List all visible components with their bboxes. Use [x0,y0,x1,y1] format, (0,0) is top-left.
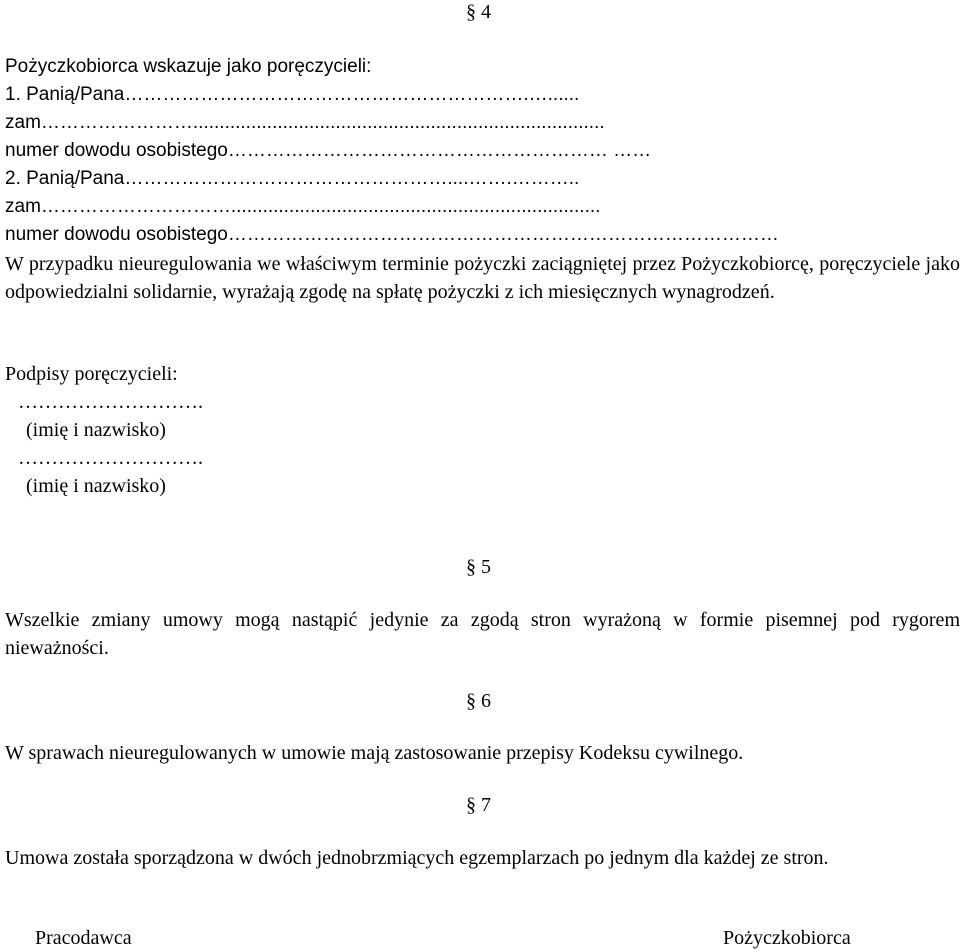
guarantor-1-address-line: zam…………………….............................................................................. [5,112,605,133]
signature-2-dots: ………………………. [18,447,203,469]
guarantor-1-id-line: numer dowodu osobistego…………………………………………………… …… [5,140,652,161]
signature-1-dots: ………………………. [18,391,203,413]
borrower-signature-label: Pożyczkobiorca [723,927,851,949]
guarantor-2-id-line: numer dowodu osobistego…………………………………………………………………………… [5,224,779,245]
guarantors-intro: Pożyczkobiorca wskazuje jako poręczycieli: [5,56,372,77]
guarantor-1-name-line: 1. Panią/Pana……………………………………………………….…...... [5,84,580,105]
employer-signature-label: Pracodawca [35,927,132,949]
signature-2-caption: (imię i nazwisko) [26,475,166,497]
section-5-text: Wszelkie zmiany umowy mogą nastąpić jedynie za zgodą stron wyrażoną w formie pisemnej pod rygorem nieważności. [5,609,960,659]
section-6-heading: § 6 [466,690,491,712]
section-5-heading: § 5 [466,556,491,578]
section-6-text: W sprawach nieuregulowanych w umowie mają zastosowanie przepisy Kodeksu cywilnego. [5,742,744,764]
guarantor-2-name-line: 2. Panią/Pana……………………………………………....…….……….. [5,168,580,189]
section-4-heading: § 4 [466,1,491,23]
guarantor-2-address-line: zam…………………………...................................................................... [5,196,601,217]
signatures-label: Podpisy poręczycieli: [5,363,178,385]
section-7-heading: § 7 [466,794,491,816]
guarantor-clause: W przypadku nieuregulowania we właściwym terminie pożyczki zaciągniętej przez Pożyczkobiorcę, poręczyciele jako odpowiedzialni solidarnie, wyrażają zgodę na spłatę pożyczki z ich miesięcznych wynagrodzeń. [5,253,960,303]
signature-1-caption: (imię i nazwisko) [26,419,166,441]
section-7-text: Umowa została sporządzona w dwóch jednobrzmiących egzemplarzach po jednym dla każdej ze stron. [5,847,829,869]
